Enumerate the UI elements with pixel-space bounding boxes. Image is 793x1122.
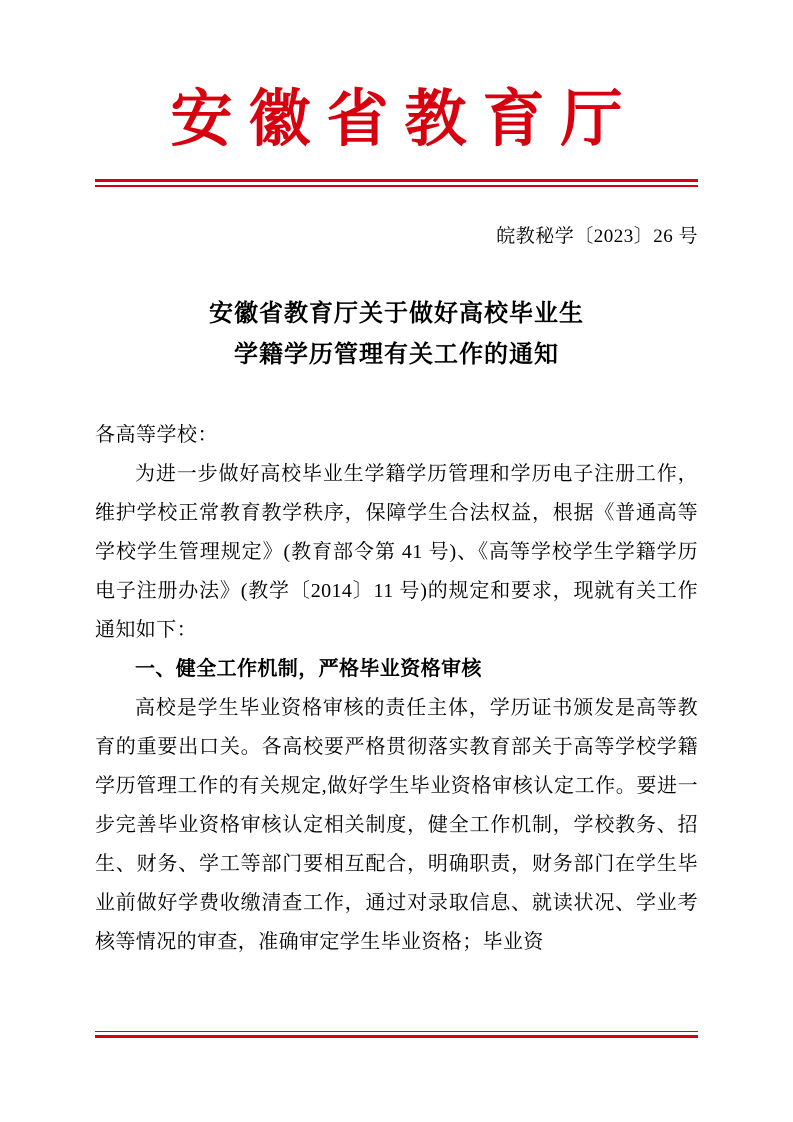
footer-divider	[95, 1031, 698, 1039]
masthead-rule-thin	[95, 185, 698, 187]
salutation: 各高等学校：	[95, 424, 218, 447]
document-number: 皖教秘学〔2023〕26 号	[496, 225, 698, 247]
issuing-authority-title: 安徽省教育厅	[170, 86, 639, 154]
paragraph-intro: 为进一步做好高校毕业生学籍学历管理和学历电子注册工作，维护学校正常教育教学秩序，保障学生合法权益，根据《普通高等学校学生管理规定》(教育部令第 41 号)、《高等学校学生学籍学历电子注册办法》(教学〔2014〕11 号)的规定和要求，现就有关工作通知如下：	[95, 463, 698, 642]
masthead	[95, 0, 698, 187]
footer-rule-thick	[95, 1035, 698, 1038]
section-heading-1: 一、健全工作机制，严格毕业资格审核	[135, 658, 482, 681]
page-title-line-2: 学籍学历管理有关工作的通知	[234, 341, 559, 368]
paragraph-section-1-body: 高校是学生毕业资格审核的责任主体，学历证书颁发是高等教育的重要出口关。各高校要严格贯彻落实教育部关于高等学校学籍学历管理工作的有关规定,做好学生毕业资格审核认定工作。要进一步完善毕业资格审核认定相关制度，健全工作机制，学校教务、招生、财务、学工等部门要相互配合，明确职责，财务部门在学生毕业前做好学费收缴清查工作，通过对录取信息、就读状况、学业考核等情况的审查，准确审定学生毕业资格；毕业资	[95, 697, 698, 954]
page-title	[95, 294, 698, 377]
page-title-line-1: 安徽省教育厅关于做好高校毕业生	[209, 300, 584, 327]
masthead-divider	[95, 179, 698, 187]
